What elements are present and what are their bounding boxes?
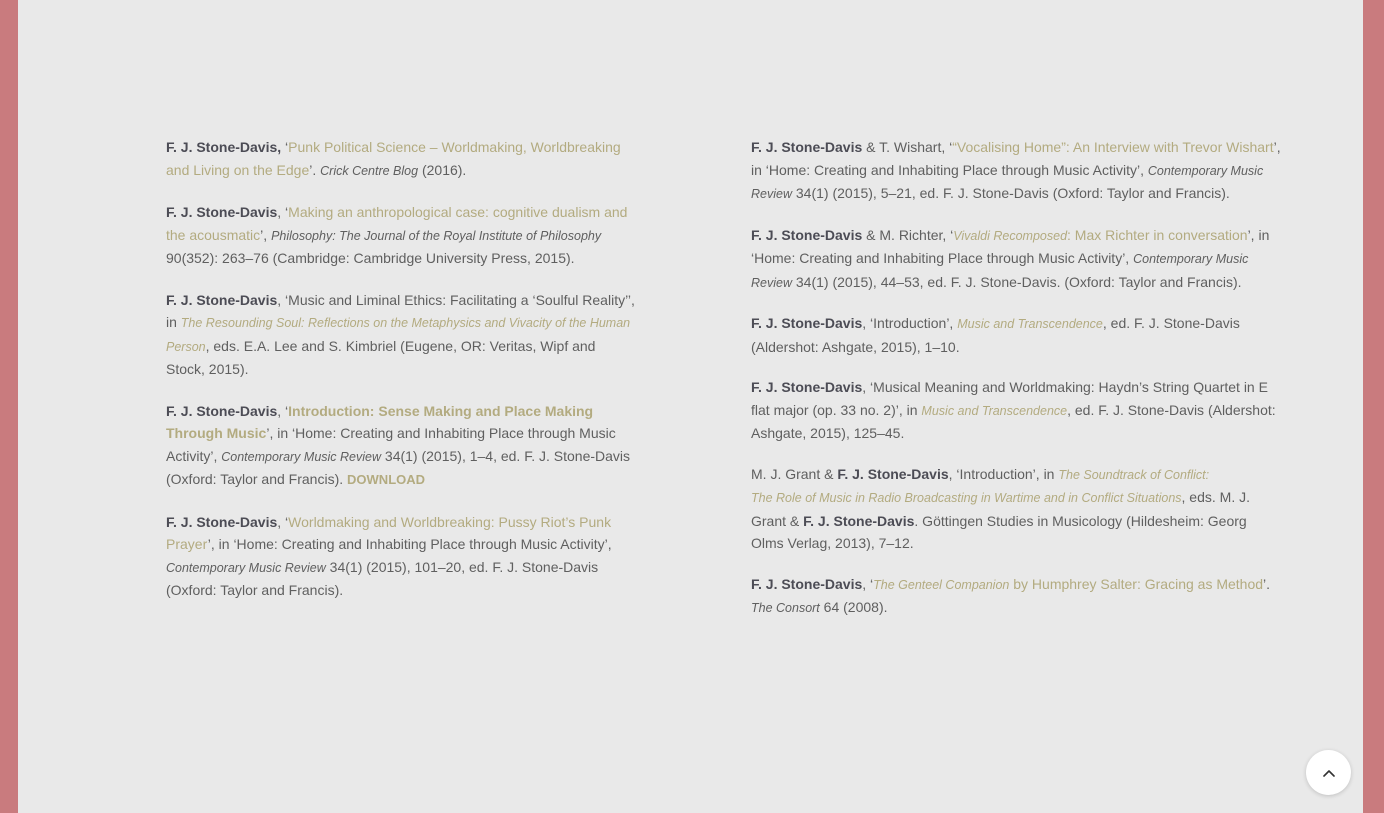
publications-left-column [166,136,636,621]
book-link[interactable]: Music and Transcendence [921,403,1068,418]
author-name: F. J. Stone-Davis [166,291,278,308]
publication-entry: F. J. Stone-Davis, ‘Introduction’, Music and Transcendence, ed. F. J. Stone-Davis (Aldershot: Ashgate, 2015), 1–10. [751,315,1240,355]
journal-title: Philosophy: The Journal of the Royal Institute of Philosophy [271,228,602,243]
scroll-to-top-button[interactable] [1306,750,1351,795]
publication-link[interactable]: : Max Richter in conversation [1067,226,1248,243]
book-link[interactable]: Music and Transcendence [957,317,1103,331]
journal-title: The Consort [751,601,820,615]
author-name: F. J. Stone-Davis [751,315,863,331]
book-link[interactable]: The Role of Music in Radio Broadcasting in Wartime and in Conflict Situations [751,491,1182,505]
publication-link[interactable]: by Humphrey Salter: Gracing as Method [1009,575,1264,592]
author-name: F. J. Stone-Davis [166,513,278,530]
publication-link[interactable]: Introduction: Sense Making and Place Making Through Music [166,402,594,441]
journal-title: Crick Centre Blog [320,163,419,178]
author-name: F. J. Stone-Davis [166,204,278,220]
journal-title: Contemporary Music Review [221,449,382,464]
author-name: F. J. Stone-Davis, [166,139,282,155]
publication-link[interactable]: Worldmaking and Worldbreaking: Pussy Riot’s Punk Prayer [166,513,612,552]
publication-link[interactable]: “Vocalising Home”: An Interview with Trevor Wishart [952,139,1274,155]
author-name: F. J. Stone-Davis [803,512,915,529]
publication-entry: F. J. Stone-Davis, ‘Musical Meaning and Worldmaking: Haydn’s String Quartet in E flat major (op. 33 no. 2)’, in Music and Transcendence, ed. F. J. Stone-Davis (Aldershot: Ashgate, 2015), 125–45. [751,379,1276,441]
author-name: F. J. Stone-Davis [751,379,863,395]
download-link[interactable]: DOWNLOAD [347,472,426,487]
publication-entry: M. J. Grant & F. J. Stone-Davis, ‘Introduction’, in The Soundtrack of Conflict: The Role of Music in Radio Broadcasting in Wartime and in Conflict Situations, eds. M. J. Grant & F. J. Stone-Davis. Göttingen Studies in Musicology (Hildesheim: Georg Olms Verlag, 2013), 7–12. [751,465,1250,551]
author-name: F. J. Stone-Davis [751,575,863,592]
journal-title: Contemporary Music Review [751,163,1264,201]
book-link[interactable]: The Resounding Soul: Reflections on the Metaphysics and Vivacity of the Human Person [166,316,631,354]
publication-link-italic[interactable]: Vivaldi Recomposed [953,228,1068,243]
publication-link[interactable]: Punk Political Science – Worldmaking, Worldbreaking and Living on the Edge [166,139,621,178]
publication-entry: F. J. Stone-Davis, ‘Making an anthropological case: cognitive dualism and the acousmatic’, Philosophy: The Journal of the Royal Institute of Philosophy 90(352): 263–76 (Cambridge: Cambridge University Press, 2015). [166,204,628,266]
chevron-up-icon [1323,769,1335,777]
page-content [18,0,1363,813]
author-name: F. J. Stone-Davis [837,465,949,482]
author-name: F. J. Stone-Davis [166,402,278,419]
publication-entry: F. J. Stone-Davis, ‘Punk Political Science – Worldmaking, Worldbreaking and Living on the Edge’. Crick Centre Blog (2016). [166,139,621,178]
publications-right-column [751,136,1281,638]
author-name: F. J. Stone-Davis [751,226,863,243]
journal-title: Contemporary Music Review [751,252,1249,290]
journal-title: Contemporary Music Review [166,560,326,575]
publication-entry: F. J. Stone-Davis & M. Richter, ‘Vivaldi Recomposed: Max Richter in conversation’, in ‘Home: Creating and Inhabiting Place through Music Activity’, Contemporary Music Review 34(1) (2015), 44–53, ed. F. J. Stone-Davis. (Oxford: Taylor and Francis). [751,226,1270,290]
publication-entry: F. J. Stone-Davis, ‘The Genteel Companion by Humphrey Salter: Gracing as Method’. The Consort 64 (2008). [751,575,1271,615]
book-link[interactable]: The Soundtrack of Conflict: [1058,467,1210,482]
publication-entry: F. J. Stone-Davis & T. Wishart, ‘“Vocalising Home”: An Interview with Trevor Wishart’, in ‘Home: Creating and Inhabiting Place through Music Activity’, Contemporary Music Review 34(1) (2015), 5–21, ed. F. J. Stone-Davis (Oxford: Taylor and Francis). [751,139,1281,201]
author-name: F. J. Stone-Davis [751,139,863,155]
publication-link-italic[interactable]: The Genteel Companion [873,577,1010,592]
publication-link[interactable]: Making an anthropological case: cognitive dualism and the acousmatic [166,204,628,243]
publication-entry: F. J. Stone-Davis, ‘Music and Liminal Ethics: Facilitating a ‘Soulful Reality’’, in The Resounding Soul: Reflections on the Metaphysics and Vivacity of the Human Person, eds. E.A. Lee and S. Kimbriel (Eugene, OR: Veritas, Wipf and Stock, 2015). [166,291,635,377]
publication-entry: F. J. Stone-Davis, ‘Introduction: Sense Making and Place Making Through Music’, in ‘Home: Creating and Inhabiting Place through Music Activity’, Contemporary Music Review 34(1) (2015), 1–4, ed. F. J. Stone-Davis (Oxford: Taylor and Francis). DOWNLOAD [166,402,631,487]
publication-entry: F. J. Stone-Davis, ‘Worldmaking and Worldbreaking: Pussy Riot’s Punk Prayer’, in ‘Home: Creating and Inhabiting Place through Music Activity’, Contemporary Music Review 34(1) (2015), 101–20, ed. F. J. Stone-Davis (Oxford: Taylor and Francis). [166,513,612,598]
